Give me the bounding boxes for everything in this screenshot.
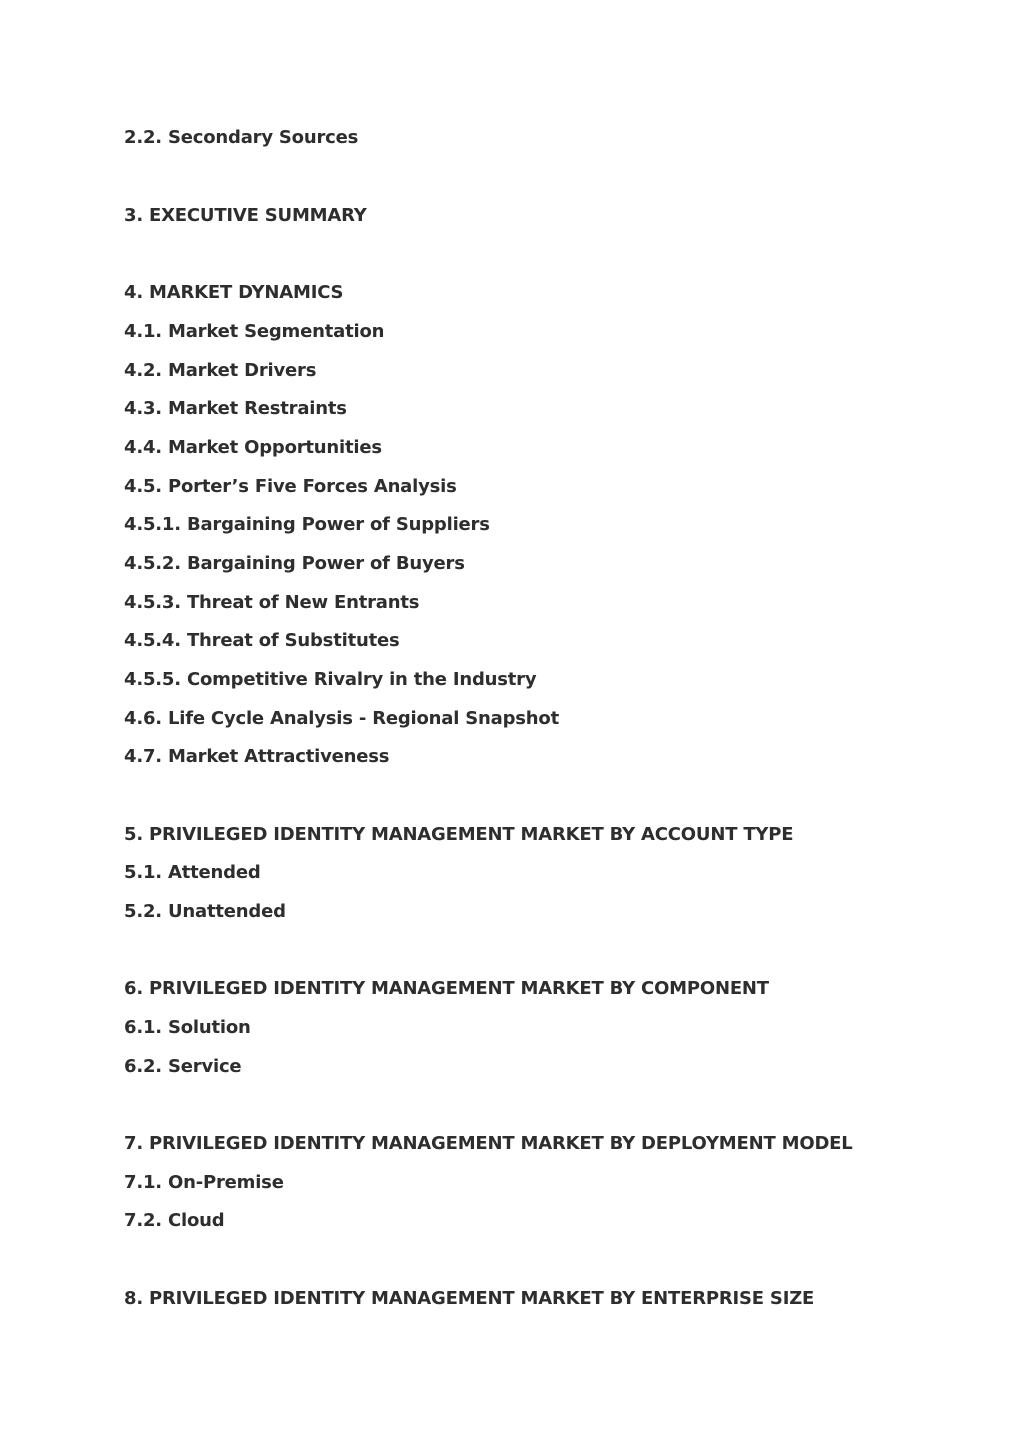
toc-section-heading: 3. EXECUTIVE SUMMARY <box>124 205 367 226</box>
toc-entry: 4.4. Market Opportunities <box>124 437 382 458</box>
toc-entry: 4.5.5. Competitive Rivalry in the Industry <box>124 669 537 690</box>
toc-entry: 4.3. Market Restraints <box>124 398 347 419</box>
toc-entry: 4.5. Porter’s Five Forces Analysis <box>124 476 457 497</box>
toc-section-heading: 5. PRIVILEGED IDENTITY MANAGEMENT MARKET BY ACCOUNT TYPE <box>124 824 794 845</box>
toc-entry: 4.6. Life Cycle Analysis - Regional Snapshot <box>124 708 559 729</box>
toc-section-heading: 7. PRIVILEGED IDENTITY MANAGEMENT MARKET BY DEPLOYMENT MODEL <box>124 1133 853 1154</box>
toc-entry: 4.5.4. Threat of Substitutes <box>124 630 400 651</box>
toc-entry: 4.5.2. Bargaining Power of Buyers <box>124 553 465 574</box>
toc-entry: 6.2. Service <box>124 1056 242 1077</box>
toc-entry: 5.2. Unattended <box>124 901 286 922</box>
toc-entry: 7.2. Cloud <box>124 1210 225 1231</box>
toc-entry: 2.2. Secondary Sources <box>124 127 359 148</box>
toc-section-heading: 8. PRIVILEGED IDENTITY MANAGEMENT MARKET BY ENTERPRISE SIZE <box>124 1288 815 1309</box>
toc-section-heading: 4. MARKET DYNAMICS <box>124 282 344 303</box>
toc-entry: 4.5.1. Bargaining Power of Suppliers <box>124 514 490 535</box>
toc-section-heading: 6. PRIVILEGED IDENTITY MANAGEMENT MARKET BY COMPONENT <box>124 978 769 999</box>
toc-entry: 5.1. Attended <box>124 862 261 883</box>
toc-entry: 6.1. Solution <box>124 1017 251 1038</box>
toc-entry: 7.1. On-Premise <box>124 1172 284 1193</box>
toc-entry: 4.7. Market Attractiveness <box>124 746 390 767</box>
toc-entry: 4.5.3. Threat of New Entrants <box>124 592 420 613</box>
toc-entry: 4.2. Market Drivers <box>124 360 317 381</box>
toc-entry: 4.1. Market Segmentation <box>124 321 385 342</box>
